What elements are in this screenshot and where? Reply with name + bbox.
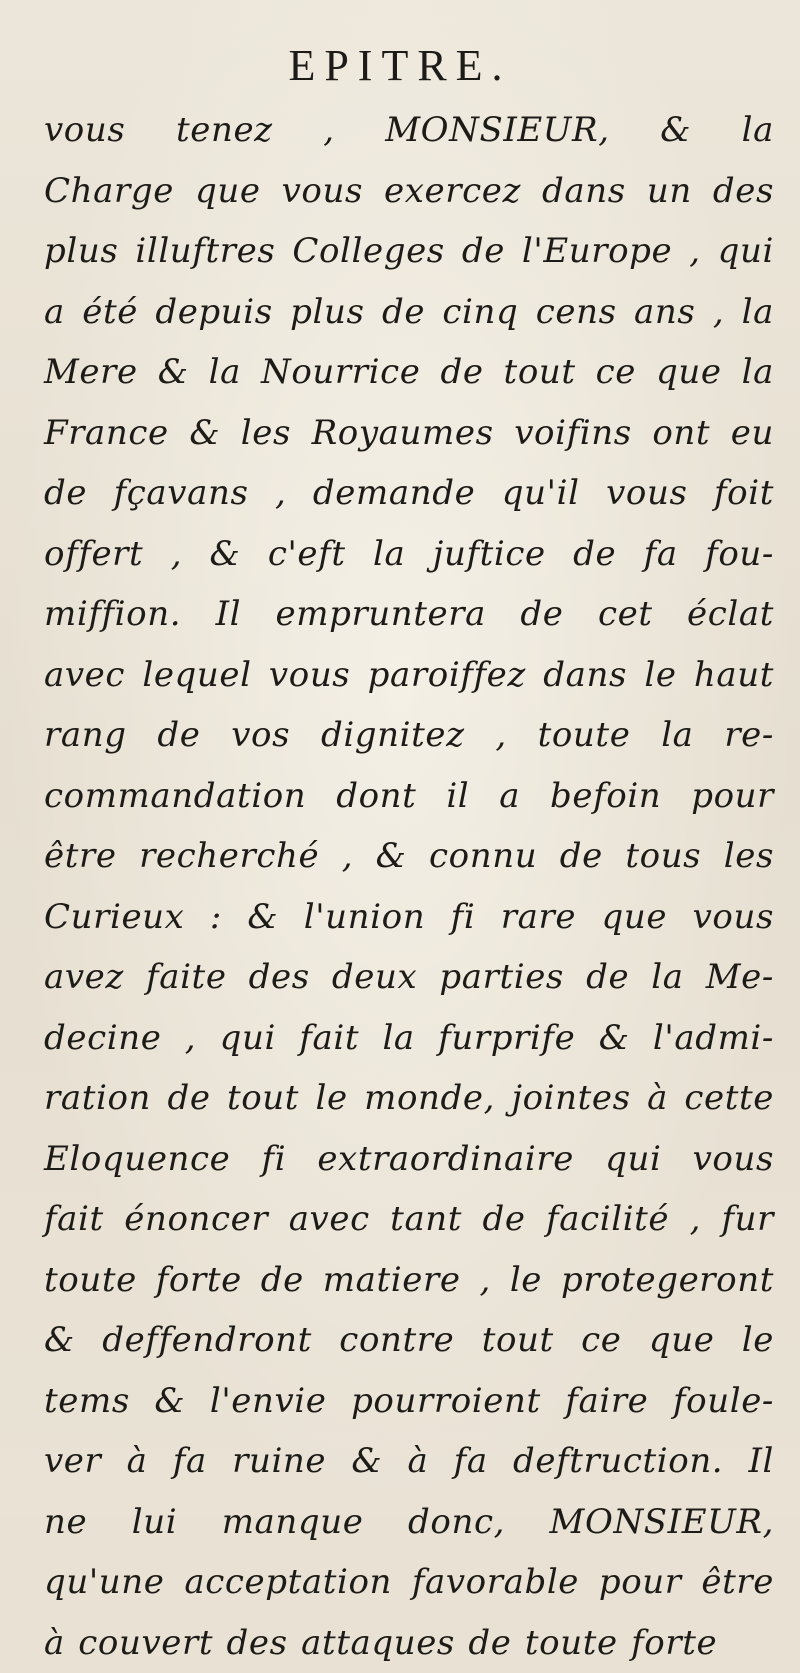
text-line: Charge que vous exercez dans un des [44, 161, 774, 222]
text-line: être recherché , & connu de tous les [44, 826, 774, 887]
text-line: toute forte de matiere , le protegeront [44, 1250, 774, 1311]
text-line: & deffendront contre tout ce que le [44, 1310, 774, 1371]
text-line: plus illuftres Colleges de l'Europe , qui [44, 221, 774, 282]
text-line: France & les Royaumes voifins ont eu [44, 403, 774, 464]
text-line: miffion. Il empruntera de cet éclat [44, 584, 774, 645]
text-line: tems & l'envie pourroient faire foule- [44, 1371, 774, 1432]
text-line: de fçavans , demande qu'il vous foit [44, 463, 774, 524]
text-line: ver à fa ruine & à fa deftruction. Il [44, 1431, 774, 1492]
text-line: a été depuis plus de cinq cens ans , la [44, 282, 774, 343]
text-line: Eloquence fi extraordinaire qui vous [44, 1129, 774, 1190]
text-line: decine , qui fait la furprife & l'admi- [44, 1008, 774, 1069]
text-line: fait énoncer avec tant de facilité , fur [44, 1189, 774, 1250]
text-line: avec lequel vous paroiffez dans le haut [44, 645, 774, 706]
text-line: vous tenez , MONSIEUR, & la [44, 100, 774, 161]
text-line: ration de tout le monde, jointes à cette [44, 1068, 774, 1129]
text-line: qu'une acceptation favorable pour être [44, 1552, 774, 1613]
text-line: Curieux : & l'union fi rare que vous [44, 887, 774, 948]
text-line: rang de vos dignitez , toute la re- [44, 705, 774, 766]
text-line: ne lui manque donc, MONSIEUR, [44, 1492, 774, 1553]
text-line: avez faite des deux parties de la Me- [44, 947, 774, 1008]
text-line: commandation dont il a befoin pour [44, 766, 774, 827]
page-header: EPITRE. [0, 42, 800, 90]
text-line: à couvert des attaques de toute forte [44, 1613, 774, 1673]
body-text [44, 100, 774, 1673]
text-line: Mere & la Nourrice de tout ce que la [44, 342, 774, 403]
text-line: offert , & c'eft la juftice de fa fou- [44, 524, 774, 585]
